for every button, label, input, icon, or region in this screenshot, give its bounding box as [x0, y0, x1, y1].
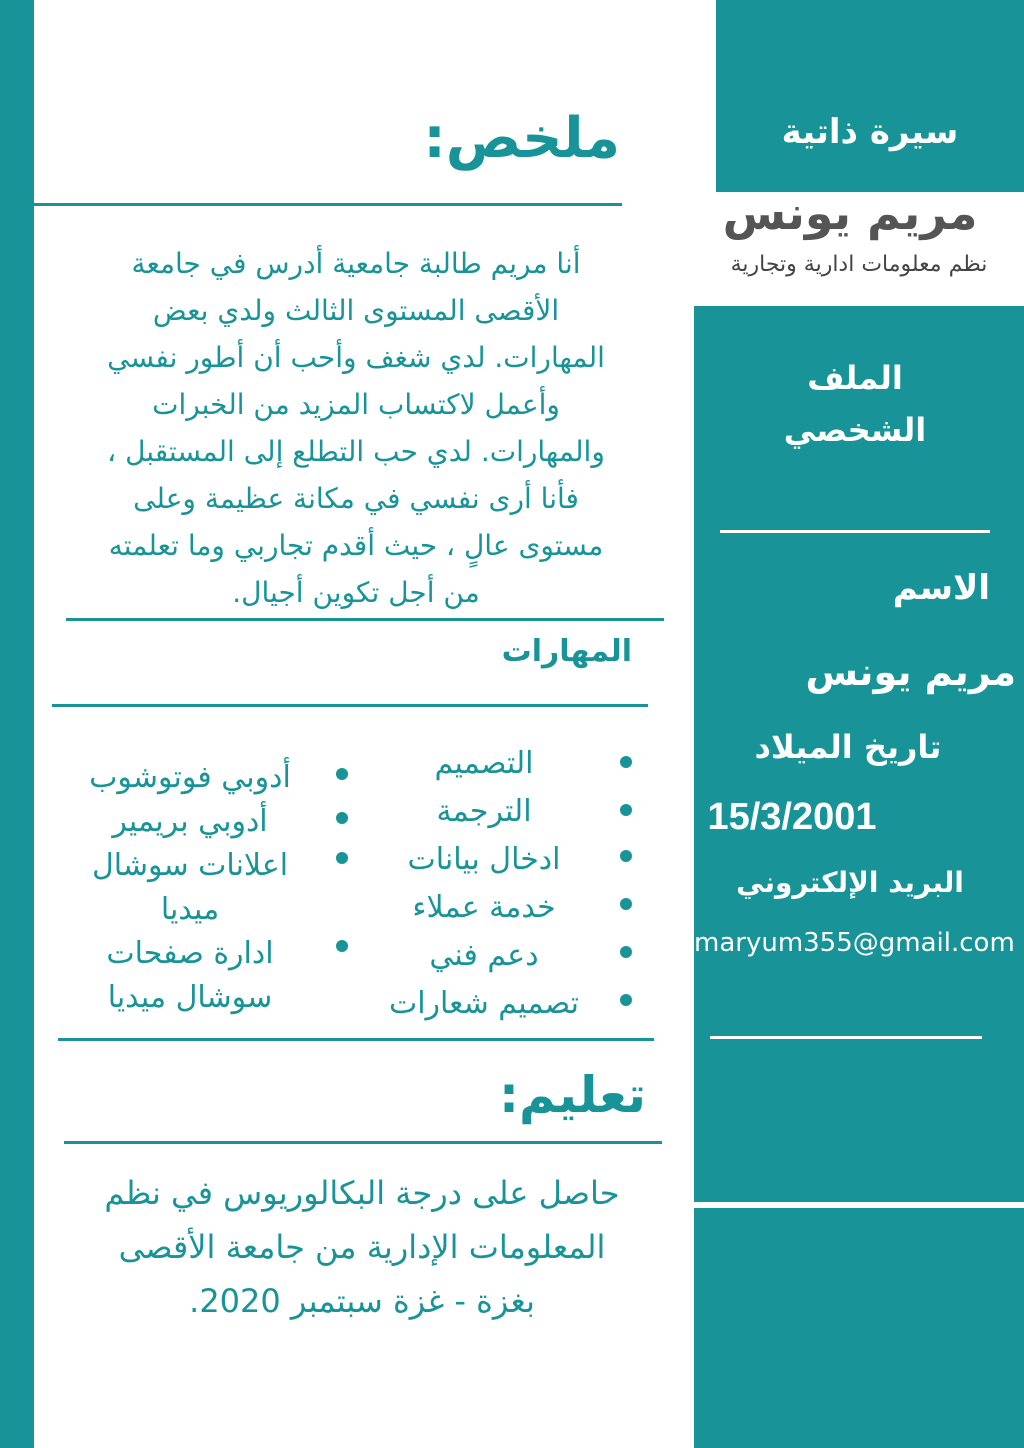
profile-divider-bottom: [710, 1036, 982, 1039]
bullet-icon: [620, 850, 632, 862]
summary-divider: [34, 203, 622, 206]
email-label: البريد الإلكتروني: [736, 866, 964, 899]
skill-item: التصميم: [434, 746, 534, 781]
summary-title: ملخص:: [423, 106, 620, 171]
name-value: مريم يونس: [805, 650, 1016, 694]
bullet-icon: [620, 946, 632, 958]
bottom-accent-block: [694, 1208, 1024, 1448]
education-line: حاصل على درجة البكالوريوس في نظم: [104, 1174, 620, 1212]
skill-item: سوشال ميديا: [107, 980, 273, 1015]
skill-item: ادخال بيانات: [407, 842, 561, 877]
education-line: بغزة - غزة سبتمبر 2020.: [189, 1282, 535, 1320]
cv-title-block: [716, 0, 1024, 192]
skills-list-right: [366, 740, 602, 1028]
summary-line: وأعمل لاكتساب المزيد من الخبرات: [152, 388, 560, 421]
summary-line: الأقصى المستوى الثالث ولدي بعض: [152, 294, 560, 327]
bullet-icon: [620, 994, 632, 1006]
summary-line: من أجل تكوين أجيال.: [232, 576, 480, 609]
profile-title-line1: الملف: [807, 359, 903, 397]
summary-line: فأنا أرى نفسي في مكانة عظيمة وعلى: [133, 482, 579, 515]
skills-list-left: [70, 756, 310, 1020]
education-line: المعلومات الإدارية من جامعة الأقصى: [118, 1228, 606, 1266]
header-name: مريم يونس: [722, 186, 978, 240]
bullet-icon: [620, 756, 632, 768]
bullet-icon: [620, 804, 632, 816]
skills-divider: [52, 704, 648, 707]
skills-title: المهارات: [501, 634, 632, 669]
summary-line: أنا مريم طالبة جامعية أدرس في جامعة: [131, 247, 581, 280]
skill-item: تصميم شعارات: [388, 986, 580, 1021]
summary-bottom-divider: [66, 618, 664, 621]
skill-item: أدوبي فوتوشوب: [89, 760, 291, 795]
bullet-icon: [336, 768, 348, 780]
cv-title: سيرة ذاتية: [781, 112, 959, 152]
bullet-icon: [620, 898, 632, 910]
skill-item: ميديا: [160, 892, 220, 927]
skill-item: الترجمة: [436, 794, 532, 829]
left-accent-strip: [0, 0, 34, 1448]
education-body: [60, 1166, 664, 1328]
education-title: تعليم:: [498, 1066, 646, 1124]
dob-label: تاريخ الميلاد: [754, 728, 942, 766]
profile-title-line2: الشخصي: [783, 411, 927, 449]
bullet-icon: [336, 940, 348, 952]
name-label: الاسم: [892, 568, 990, 608]
profile-title: [730, 352, 980, 456]
email-link[interactable]: maryum355@gmail.com: [694, 928, 1015, 958]
skill-item: خدمة عملاء: [412, 890, 556, 925]
skills-bottom-divider: [58, 1038, 654, 1041]
summary-line: المهارات. لدي شغف وأحب أن أطور نفسي: [107, 341, 605, 374]
profile-divider-top: [720, 530, 990, 533]
summary-body: [64, 240, 648, 616]
header-subtitle: نظم معلومات ادارية وتجارية: [730, 252, 988, 277]
bullet-icon: [336, 812, 348, 824]
bullet-icon: [336, 852, 348, 864]
summary-line: مستوى عالٍ ، حيث أقدم تجاربي وما تعلمته: [108, 529, 604, 562]
summary-line: والمهارات. لدي حب التطلع إلى المستقبل ،: [107, 435, 605, 468]
education-divider: [64, 1141, 662, 1144]
skill-item: ادارة صفحات: [106, 936, 274, 971]
skill-item: أدوبي بريمير: [112, 804, 268, 839]
dob-value: 15/3/2001: [707, 796, 877, 838]
skill-item: اعلانات سوشال: [91, 848, 289, 883]
skill-item: دعم فني: [429, 938, 539, 973]
